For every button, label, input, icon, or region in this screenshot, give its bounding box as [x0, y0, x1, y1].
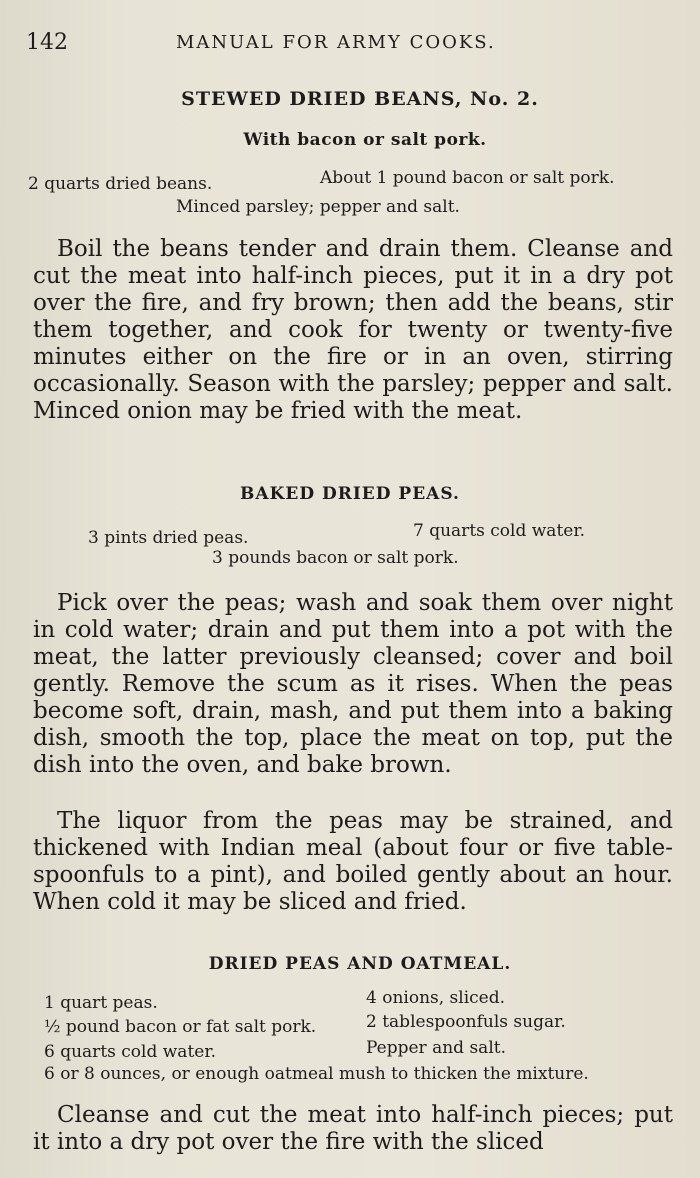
paragraph-text: Cleanse and cut the meat into half-inch pieces; put it into a dry pot over the fire with the sliced [33, 1102, 673, 1155]
ingredient-item: 7 quarts cold water. [413, 521, 585, 541]
ingredient-item: 3 pints dried peas. [88, 528, 249, 548]
running-head: MANUAL FOR ARMY COOKS. [176, 32, 496, 53]
ingredient-item: Pepper and salt. [366, 1038, 506, 1058]
ingredient-item: 4 onions, sliced. [366, 988, 506, 1008]
ingredient-item: 6 quarts cold water. [44, 1042, 216, 1062]
page-header [26, 30, 670, 60]
ingredient-item: 1 quart peas. [44, 993, 158, 1013]
ingredient-item: 6 or 8 ounces, or enough oatmeal mush to thicken the mixture. [44, 1064, 589, 1084]
recipe-paragraph [33, 236, 673, 425]
ingredient-item: Minced parsley; pepper and salt. [176, 197, 460, 217]
page-number: 142 [26, 30, 68, 55]
ingredient-item: ½ pound bacon or fat salt pork. [44, 1017, 317, 1037]
paragraph-text: The liquor from the peas may be strained, and thickened with Indian meal (about four or five table-spoonfuls to a pint), and boiled gently about an hour. When cold it may be sliced and fried. [33, 808, 673, 915]
recipe-paragraph [33, 1102, 673, 1156]
paragraph-text: Boil the beans tender and drain them. Cleanse and cut the meat into half-inch pieces, put it in a dry pot over the fire, and fry brown; then add the beans, stir them together, and cook for twenty or twenty-five minutes either on the fire or in an oven, stirring occasionally. Season with the parsley; pepper and salt. Minced onion may be fried with the meat. [33, 236, 673, 424]
ingredient-item: 2 tablespoonfuls sugar. [366, 1012, 566, 1032]
recipe-title: BAKED DRIED PEAS. [240, 484, 460, 504]
ingredient-item: About 1 pound bacon or salt pork. [320, 168, 615, 188]
recipe-title: DRIED PEAS AND OATMEAL. [208, 954, 512, 974]
recipe-subtitle: With bacon or salt pork. [243, 130, 487, 150]
recipe-paragraph [33, 808, 673, 916]
recipe-paragraph [33, 590, 673, 779]
ingredient-item: 3 pounds bacon or salt pork. [212, 548, 459, 568]
paragraph-text: Pick over the peas; wash and soak them over night in cold water; drain and put them into a pot with the meat, the latter previously cleansed; cover and boil gently. Remove the scum as it rises. When the peas become soft, drain, mash, and put them into a baking dish, smooth the top, place the meat on top, put the dish into the oven, and bake brown. [33, 590, 673, 778]
recipe-title: STEWED DRIED BEANS, No. 2. [181, 88, 539, 110]
ingredient-item: 2 quarts dried beans. [28, 174, 213, 194]
